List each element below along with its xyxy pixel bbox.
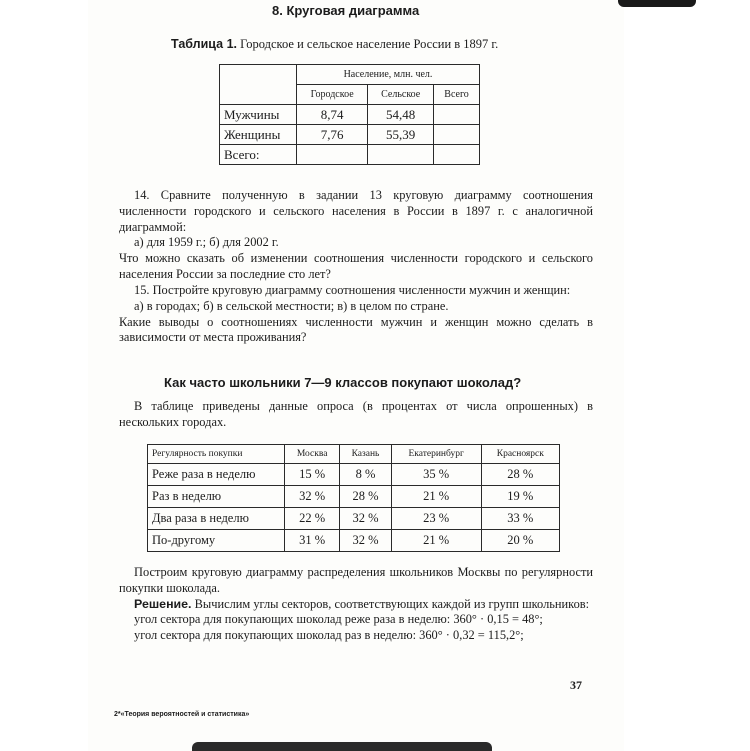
- solution-intro: Построим круговую диаграмму распределения школьников Москвы по регулярности покупки шоколада.: [119, 565, 593, 595]
- table-row: [220, 125, 480, 145]
- table-cell: 15 %: [285, 464, 340, 486]
- table-cell: 54,48: [368, 105, 434, 125]
- table-row: [148, 486, 560, 508]
- solution-step-1: угол сектора для покупающих шоколад реже раза в неделю: 360° · 0,15 = 48°;: [134, 612, 543, 627]
- row-label: Реже раза в неделю: [148, 464, 285, 486]
- table-cell: 7,76: [297, 125, 368, 145]
- solution-step-2: угол сектора для покупающих шоколад раз в неделю: 360° · 0,32 = 115,2°;: [134, 628, 524, 643]
- solution-block: [119, 565, 593, 644]
- row-label: Женщины: [220, 125, 297, 145]
- table-cell: 32 %: [340, 508, 391, 530]
- solution-label: Решение.: [134, 596, 192, 611]
- table-row: [220, 145, 480, 165]
- table-cell: 19 %: [481, 486, 559, 508]
- table-cell: 20 %: [481, 530, 559, 552]
- table-cell: 8 %: [340, 464, 391, 486]
- table-cell: 23 %: [391, 508, 481, 530]
- table1-group-header: Население, млн. чел.: [297, 65, 480, 85]
- row-label: Мужчины: [220, 105, 297, 125]
- chocolate-heading: Как часто школьники 7—9 классов покупают шоколад?: [164, 375, 522, 390]
- row-label: Всего:: [220, 145, 297, 165]
- home-indicator-bar[interactable]: [192, 742, 492, 751]
- chocolate-intro-text: В таблице приведены данные опроса (в процентах от числа опрошенных) в нескольких городах.: [119, 399, 593, 429]
- row-label: Два раза в неделю: [148, 508, 285, 530]
- table-cell: 33 %: [481, 508, 559, 530]
- table2-col-header: Регулярность покупки: [148, 445, 285, 464]
- task-14: [119, 188, 593, 283]
- table-row: [220, 105, 480, 125]
- task14-text: 14. Сравните полученную в задании 13 круговую диаграмму соотношения численности городского и сельского населения в России в 1897 г. с аналогичной диаграммой:: [119, 188, 593, 234]
- table-row: [148, 530, 560, 552]
- chocolate-intro: [119, 399, 593, 431]
- row-label: Раз в неделю: [148, 486, 285, 508]
- table-cell: 35 %: [391, 464, 481, 486]
- table-cell: [368, 145, 434, 165]
- table2-col-header: Казань: [340, 445, 391, 464]
- table-cell: 21 %: [391, 486, 481, 508]
- table-cell: 32 %: [340, 530, 391, 552]
- table-cell: [434, 105, 480, 125]
- table-cell: [297, 145, 368, 165]
- table-cell: 22 %: [285, 508, 340, 530]
- task15-question: Какие выводы о соотношениях численности мужчин и женщин можно сделать в зависимости от места проживания?: [119, 314, 593, 345]
- solution-paragraph: [119, 597, 593, 613]
- table-cell: 8,74: [297, 105, 368, 125]
- table-cell: 21 %: [391, 530, 481, 552]
- task15-text: 15. Постройте круговую диаграмму соотношения численности мужчин и женщин:: [134, 283, 571, 297]
- table2-col-header: Красноярск: [481, 445, 559, 464]
- table-cell: 31 %: [285, 530, 340, 552]
- table2-col-header: Екатеринбург: [391, 445, 481, 464]
- solution-text: Вычислим углы секторов, соответствующих каждой из групп школьников:: [194, 596, 590, 611]
- table-row: [148, 464, 560, 486]
- table1-caption-label: Таблица 1.: [171, 37, 237, 51]
- table-row: [148, 508, 560, 530]
- population-table: [219, 64, 480, 165]
- section-title: 8. Круговая диаграмма: [272, 3, 420, 18]
- row-label: По-другому: [148, 530, 285, 552]
- task-15: [119, 283, 593, 346]
- page-number: 37: [570, 678, 582, 692]
- table1-col-header: Сельское: [368, 85, 434, 105]
- table-cell: 28 %: [340, 486, 391, 508]
- table-cell: 28 %: [481, 464, 559, 486]
- table-cell: [434, 145, 480, 165]
- table1-caption: [171, 37, 498, 52]
- table1-caption-text: Городское и сельское население России в 1897 г.: [240, 37, 499, 51]
- table2-col-header: Москва: [285, 445, 340, 464]
- table1-col-header: Всего: [434, 85, 480, 105]
- table1-corner: [220, 65, 297, 105]
- table-cell: [434, 125, 480, 145]
- table-cell: 55,39: [368, 125, 434, 145]
- chocolate-survey-table: [147, 444, 560, 552]
- window-corner: [618, 0, 696, 7]
- task14-options: а) для 1959 г.; б) для 2002 г.: [134, 235, 279, 250]
- task15-options: а) в городах; б) в сельской местности; в) в целом по стране.: [134, 298, 449, 313]
- table1-col-header: Городское: [297, 85, 368, 105]
- table-cell: 32 %: [285, 486, 340, 508]
- footer-note: 2*«Теория вероятностей и статистика»: [114, 711, 250, 718]
- task14-question: Что можно сказать об изменении соотношения численности городского и сельского населения России за последние сто лет?: [119, 251, 593, 281]
